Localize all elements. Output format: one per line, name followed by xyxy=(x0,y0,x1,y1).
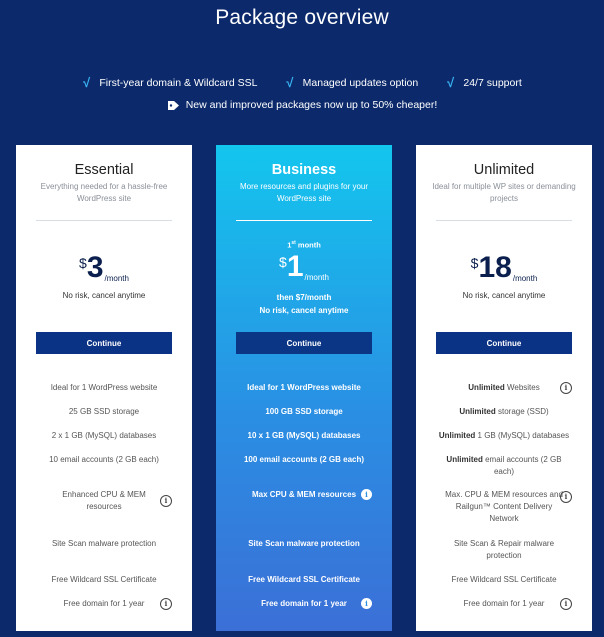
plan-feature xyxy=(28,598,180,610)
plan-feature xyxy=(428,454,580,478)
price-amount: 3 xyxy=(86,251,104,284)
feature-text: Free domain for 1 year xyxy=(463,599,545,608)
plan-description: Everything needed for a hassle-free WordPress site xyxy=(40,182,168,203)
plan-name: Business xyxy=(271,162,337,178)
tag-icon xyxy=(167,100,180,111)
feature-text: Free Wildcard SSL Certificate xyxy=(51,575,157,584)
price-amount: 18 xyxy=(478,251,512,284)
feature-text: Unlimited email accounts (2 GB each) xyxy=(446,455,562,476)
price-note: No risk, cancel anytime xyxy=(462,291,546,300)
page-title: Package overview xyxy=(215,6,389,29)
plan-feature xyxy=(28,430,180,442)
price-amount: 1 xyxy=(286,250,304,283)
feature-text: Max. CPU & MEM resources and Railgun™ Content Delivery Network xyxy=(445,490,563,523)
divider xyxy=(436,220,572,221)
feature-text: Enhanced CPU & MEM resources xyxy=(62,490,146,511)
plan-feature xyxy=(28,574,180,586)
info-icon[interactable]: i xyxy=(560,491,572,503)
feature-text: 25 GB SSD storage xyxy=(68,407,140,416)
plan-name: Essential xyxy=(74,162,134,178)
plan-feature xyxy=(28,454,180,466)
price-period: /month xyxy=(104,274,129,283)
feature-item xyxy=(286,75,419,90)
price-period: /month xyxy=(512,274,538,283)
feature-text: 100 GB SSD storage xyxy=(265,407,343,416)
plan-feature xyxy=(28,538,180,550)
plan-feature xyxy=(228,454,380,466)
price-note: No risk, cancel anytime xyxy=(62,291,146,300)
feature-text: Ideal for 1 WordPress website xyxy=(50,383,158,392)
plan-feature xyxy=(28,406,180,418)
plan-feature xyxy=(28,382,180,394)
plan-feature xyxy=(428,406,580,418)
check-icon: √ xyxy=(446,75,454,90)
feature-item xyxy=(82,75,257,90)
price-currency: $ xyxy=(279,254,287,270)
feature-text: Max CPU & MEM resources xyxy=(251,490,357,499)
feature-text: Unlimited 1 GB (MySQL) databases xyxy=(438,431,570,440)
plan-feature xyxy=(228,430,380,442)
plan-feature xyxy=(228,598,380,610)
info-icon[interactable]: i xyxy=(361,598,372,609)
plan-feature xyxy=(28,489,180,513)
feature-item xyxy=(446,75,522,90)
plan-card-business xyxy=(216,145,392,631)
feature-text: 2 x 1 GB (MySQL) databases xyxy=(51,431,157,440)
feature-text: 10 email accounts (2 GB each) xyxy=(49,455,159,464)
promo-banner xyxy=(0,99,604,111)
plan-price xyxy=(216,251,392,283)
feature-label: First-year domain & Wildcard SSL xyxy=(99,76,258,89)
feature-bar xyxy=(0,75,604,90)
plan-feature xyxy=(428,538,580,562)
divider xyxy=(236,220,372,221)
plan-feature xyxy=(228,574,380,586)
feature-text: Site Scan & Repair malware protection xyxy=(453,539,555,560)
feature-text: Ideal for 1 WordPress website xyxy=(247,383,361,392)
plan-feature xyxy=(228,489,380,501)
feature-text: Site Scan malware protection xyxy=(51,539,157,548)
plan-feature xyxy=(428,489,580,525)
continue-button[interactable]: Continue xyxy=(36,332,172,354)
plan-card-essential xyxy=(16,145,192,631)
plan-card-unlimited xyxy=(416,145,592,631)
info-icon[interactable]: i xyxy=(160,495,172,507)
info-icon[interactable]: i xyxy=(160,598,172,610)
price-currency: $ xyxy=(79,255,87,271)
first-month-label: 1st month xyxy=(287,240,321,250)
price-currency: $ xyxy=(470,255,479,271)
plan-feature xyxy=(428,382,580,394)
price-note: No risk, cancel anytime xyxy=(259,306,349,315)
feature-label: 24/7 support xyxy=(463,76,522,89)
info-icon[interactable]: i xyxy=(560,382,572,394)
feature-text: Free domain for 1 year xyxy=(63,599,145,608)
info-icon[interactable]: i xyxy=(560,598,572,610)
price-then: then $7/month xyxy=(276,293,332,302)
plan-price xyxy=(416,252,592,284)
feature-text: Free Wildcard SSL Certificate xyxy=(248,575,360,584)
feature-text: Free Wildcard SSL Certificate xyxy=(451,575,557,584)
plan-feature xyxy=(428,574,580,586)
info-icon[interactable]: i xyxy=(361,489,372,500)
price-period: /month xyxy=(304,273,329,282)
promo-text: New and improved packages now up to 50% cheaper! xyxy=(185,99,438,111)
feature-text: 10 x 1 GB (MySQL) databases xyxy=(247,431,361,440)
plan-name: Unlimited xyxy=(473,162,535,178)
feature-text: 100 email accounts (2 GB each) xyxy=(243,455,365,464)
divider xyxy=(36,220,172,221)
plan-feature xyxy=(228,382,380,394)
plan-feature xyxy=(428,598,580,610)
plan-feature xyxy=(228,406,380,418)
feature-text: Free domain for 1 year xyxy=(261,599,347,608)
plan-price xyxy=(16,252,192,284)
feature-text: Unlimited storage (SSD) xyxy=(459,407,549,416)
plan-feature xyxy=(428,430,580,442)
plan-feature xyxy=(228,538,380,550)
continue-button[interactable]: Continue xyxy=(436,332,572,354)
plan-description: Ideal for multiple WP sites or demanding projects xyxy=(432,182,576,203)
check-icon: √ xyxy=(285,75,293,90)
feature-text: Site Scan malware protection xyxy=(248,539,360,548)
check-icon: √ xyxy=(82,75,90,90)
feature-text: Unlimited Websites xyxy=(468,383,540,392)
plan-description: More resources and plugins for your WordPress site xyxy=(239,182,369,203)
feature-label: Managed updates option xyxy=(302,76,419,89)
continue-button[interactable]: Continue xyxy=(236,332,372,354)
